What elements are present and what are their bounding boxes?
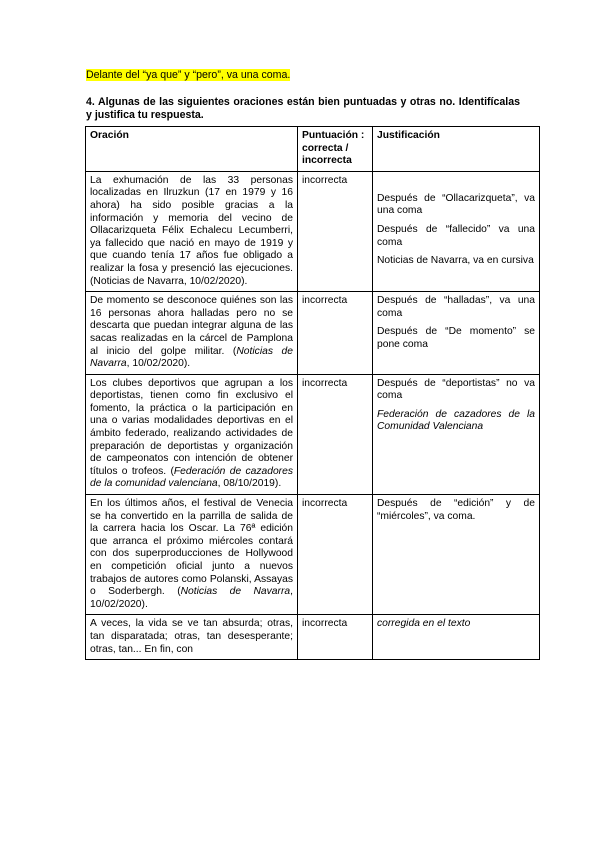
oracion-date: , 10/02/2020).	[90, 586, 293, 610]
oracion-cell	[86, 374, 298, 494]
note-text: Delante del “ya que” y “pero”, va una coma.	[86, 69, 291, 81]
question-heading: 4. Algunas de las siguientes oraciones están bien puntuadas y otras no. Identifícalas y justifica tu respuesta.	[86, 96, 520, 121]
justificacion-line: Federación de cazadores de la Comunidad Valenciana	[377, 408, 535, 433]
justificacion-cell	[373, 292, 540, 375]
oracion-source: Federación de cazadores de la comunidad valenciana	[90, 465, 293, 490]
justificacion-cell	[373, 171, 540, 291]
justificacion-cell	[373, 374, 540, 494]
table-row	[86, 374, 540, 494]
oracion-cell	[86, 495, 298, 615]
justificacion-line: Noticias de Navarra, va en cursiva	[377, 255, 534, 267]
justificacion-cell	[373, 495, 540, 615]
table-row	[86, 495, 540, 615]
oracion-date: , 08/10/2019).	[217, 478, 282, 490]
oracion-text: Los clubes deportivos que agrupan a los deportistas, tienen como fin exclusivo el fomento, la práctica o la participación en una o varias modalidades deportivas en el ámbito federado, realizando actividades de preparación de deportistas y organización de campeonatos con intención de obtener títulos o trofeos. (	[90, 377, 293, 477]
oracion-cell	[86, 292, 298, 375]
oracion-cell: A veces, la vida se ve tan absurda; otras, tan disparatada; otras, tan desesperante; otras, tan... En fin, con	[86, 615, 298, 660]
puntuacion-cell: incorrecta	[298, 292, 373, 375]
oracion-text: En los últimos años, el festival de Venecia se ha convertido en la parrilla de salida de la carrera hacia los Oscar. La 76ª edición que arranca el próximo miércoles contará con dos superproducciones de Hollywood en competición oficial junto a nuevos trabajos de autores como Polanski, Assayas o Soderbergh. (	[90, 498, 293, 598]
table-row	[86, 171, 540, 291]
justificacion-line: Después de “De momento” se pone coma	[377, 326, 535, 350]
header-justificacion: Justificación	[373, 127, 540, 172]
justificacion-line: corregida en el texto	[377, 618, 471, 630]
justificacion-line: Después de “Ollacarizqueta”, va una coma	[377, 192, 535, 217]
table-header-row	[86, 127, 540, 172]
oracion-date: , 10/02/2020).	[126, 358, 191, 370]
justificacion-line: Después de “halladas”, va una coma	[377, 295, 535, 319]
highlighted-note	[86, 69, 290, 81]
justificacion-cell	[373, 615, 540, 660]
oracion-cell: La exhumación de las 33 personas localizadas en Ilruzkun (17 en 1979 y 16 ahora) ha sido posible gracias a la información y memoria del vecino de Ollacarizqueta Félix Echalecu Lecumberri, ya fallecido que nació en mayo de 1919 y que cuando tenía 17 años fue obligado a realizar la fosa y presenció las ejecuciones. (Noticias de Navarra, 10/02/2020).	[86, 171, 298, 291]
puntuacion-cell: incorrecta	[298, 495, 373, 615]
justificacion-line: Después de “fallecido” va una coma	[377, 223, 535, 248]
oracion-source: Noticias de Navarra	[90, 345, 294, 370]
puntuacion-cell: incorrecta	[298, 171, 373, 291]
justificacion-line: Después de “edición” y de “miércoles”, va coma.	[377, 498, 535, 522]
header-oracion: Oración	[86, 127, 298, 172]
oracion-text: De momento se desconoce quiénes son las 16 personas ahora halladas pero no se descarta que puedan integrar alguna de las sacas realizadas en la cárcel de Pamplona al inicio del golpe militar. (	[90, 295, 293, 357]
table-row	[86, 615, 540, 660]
oracion-source: Noticias de Navarra	[180, 586, 291, 598]
punctuation-table	[85, 126, 540, 660]
table-row	[86, 292, 540, 375]
puntuacion-cell: incorrecta	[298, 374, 373, 494]
justificacion-line: Después de “deportistas” no va coma	[377, 377, 535, 402]
puntuacion-cell: incorrecta	[298, 615, 373, 660]
header-puntuacion: Puntuación : correcta / incorrecta	[298, 127, 373, 172]
